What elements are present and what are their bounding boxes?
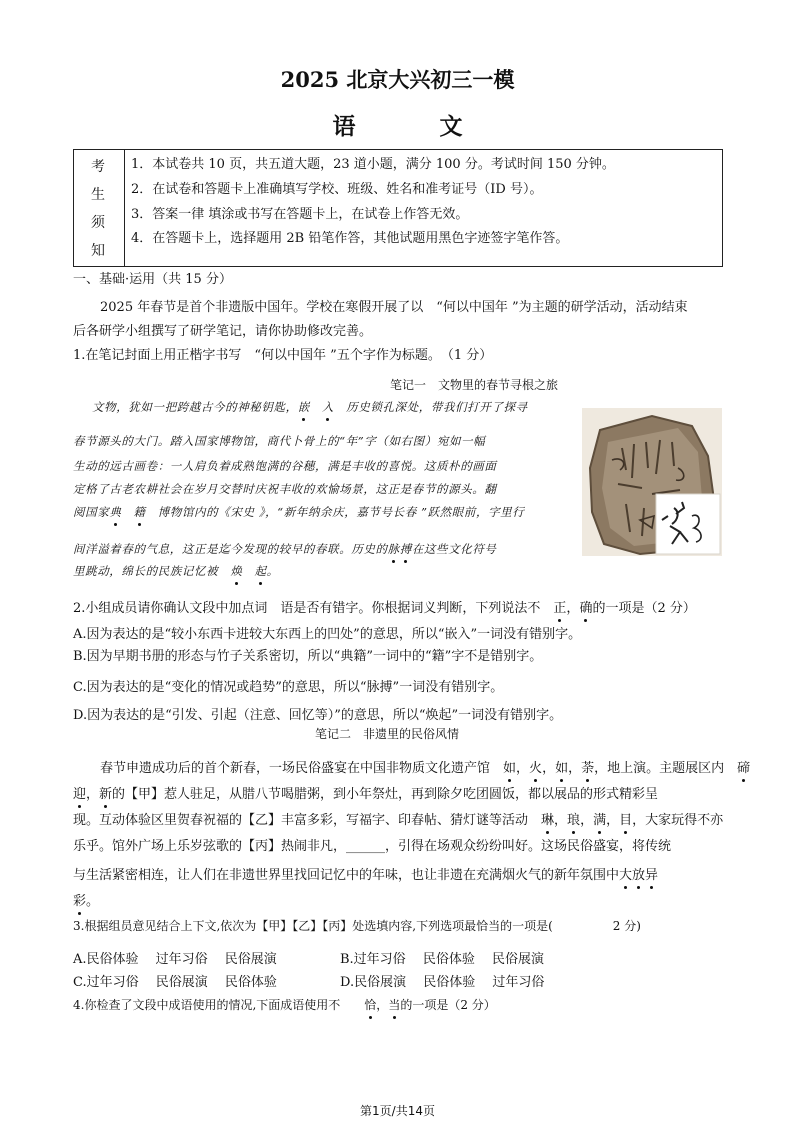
subject-title: 语 文 [332,113,501,140]
page-number: 第1页/共14页 [360,1104,435,1118]
note1-line: 间洋溢着春的气息，这正是迄今发现的较早的春联。历史的脉搏在这些文化符号 [73,542,497,556]
dotted-char: 当 [388,998,401,1012]
notice-item: 2．在试卷和答题卡上准确填写学校、班级、姓名和准考证号（ID 号）。 [131,182,543,197]
option-d: D.民俗展演 民俗体验 过年习俗 [340,975,545,990]
dotted-char: 脉 [387,542,400,556]
dotted-char: 目 [619,809,632,828]
option-a: A.因为表达的是“较小东西卡进较大东西上的凹处”的意思，所以“嵌入”一词没有错别字。 [73,627,582,642]
intro-line: 后各研学小组撰写了研学笔记，请你协助修改完善。 [73,324,373,339]
dotted-char: 异 [645,864,658,883]
dotted-char: 琳 [541,809,554,828]
oracle-bone-image [582,408,722,556]
notice-label [74,150,125,266]
note2-line: 彩。 [73,890,99,909]
dotted-char: 迎 [73,783,86,802]
dotted-char: 火 [529,757,542,776]
dotted-char: 荼 [581,757,594,776]
dotted-char: 恰 [364,998,377,1012]
dotted-char: 满 [593,809,606,828]
note1-line: 阅国家典 籍 博物馆内的《宋史 》，“新年纳余庆，嘉节号长春 ”跃然眼前，字里行 [73,505,525,519]
question-4-stem: 4.你检查了文段中成语使用的情况,下面成语使用不 恰，当的一项是（2 分） [73,998,496,1012]
dotted-char: 琅 [567,809,580,828]
option-a: A.民俗体验 过年习俗 民俗展演 [73,952,277,967]
note1-line: 文物，犹如一把跨越古今的神秘钥匙，嵌 入 历史锁孔深处，带我们打开了探寻 [92,400,528,414]
note2-line: 现。互动体验区里贺春祝福的【乙】丰富多彩，写福字、印春帖、猜灯谜等活动 琳，琅，满，目，大家玩得不亦 [73,809,723,828]
dotted-char: 入 [321,400,335,414]
note1-title: 笔记一 文物里的春节寻根之旅 [390,378,559,392]
dotted-char: 典 [109,505,122,519]
dotted-char: 新 [99,783,112,802]
notice-item: 1．本试卷共 10 页，共五道大题，23 道小题，满分 100 分。考试时间 150 分钟。 [131,157,615,172]
option-b: B.因为早期书册的形态与竹子关系密切，所以“典籍”一词中的“籍”字不是错别字。 [73,649,543,664]
dotted-char: 碲 [737,757,750,776]
exam-title: 2025 北京大兴初三一模 [280,67,515,92]
dotted-char: 大 [619,864,632,883]
option-b: B.过年习俗 民俗体验 民俗展演 [340,952,544,967]
dotted-char: 放 [632,864,645,883]
question-3-stem: 3.根据组员意见结合上下文,依次为【甲】【乙】【丙】处选填内容,下列选项最恰当的一项是( 2 分) [73,919,641,933]
dotted-char: 如 [503,757,516,776]
dotted-char: 搏 [399,542,412,556]
dotted-char: 焕 [230,564,243,578]
dotted-char: 确 [579,597,592,616]
dotted-char: 正 [553,597,566,616]
note2-line: 迎，新的【甲】惹人驻足，从腊八节喝腊粥，到小年祭灶，再到除夕吃团圆饭，都以展品的形式精彩呈 [73,783,658,802]
note2-title: 笔记二 非遗里的民俗风情 [315,727,460,741]
dotted-char: 起 [254,564,267,578]
option-c: C.过年习俗 民俗展演 民俗体验 [73,975,277,990]
note2-line: 春节申遗成功后的首个新春，一场民俗盛宴在中国非物质文化遗产馆 如，火，如，荼，地上演。主题展区内 碲 [100,757,750,776]
section-heading: 一、基础·运用（共 15 分） [73,272,232,287]
notice-label-char: 须 [91,215,105,231]
dotted-char: 如 [555,757,568,776]
exam-notice-box [73,149,723,267]
option-c: C.因为表达的是“变化的情况或趋势”的意思，所以“脉搏”一词没有错别字。 [73,680,504,695]
dotted-char: 嵌 [297,400,310,414]
note1-line: 定格了古老农耕社会在岁月交替时庆祝丰收的欢愉场景，这正是春节的源头。翻 [73,482,497,496]
note1-line: 春节源头的大门。踏入国家博物馆，商代卜骨上的“年”字（如右图）宛如一幅 [73,434,486,448]
notice-label-char: 知 [91,243,105,259]
dotted-char: 彩 [73,890,86,909]
oracle-bone-illustration [582,408,722,556]
option-d: D.因为表达的是“引发、引起（注意、回忆等）”的意思，所以“焕起”一词没有错别字。 [73,708,563,723]
notice-item: 3．答案一律 填涂或书写在答题卡上，在试卷上作答无效。 [131,207,469,222]
note2-line: 与生活紧密相连，让人们在非遗世界里找回记忆中的年味，也让非遗在充满烟火气的新年氛围中大放异 [73,864,658,883]
note2-line: 乐乎。馆外广场上乐岁弦歌的【丙】热闹非凡，______，引得在场观众纷纷叫好。这场民俗盛宴，将传统 [73,839,672,854]
notice-label-char: 考 [91,159,105,175]
note1-line: 生动的远古画卷：一人肩负着成熟饱满的谷穗，满是丰收的喜悦。这质朴的画面 [73,459,497,473]
notice-label-char: 生 [91,187,105,203]
question-1: 1.在笔记封面上用正楷字书写 “何以中国年 ”五个字作为标题。 （1 分） [73,348,493,363]
notice-item: 4．在答题卡上，选择题用 2B 铅笔作答，其他试题用黑色字迹签字笔作答。 [131,231,569,246]
note1-line: 里跳动，绵长的民族记忆被 焕 起。 [73,564,279,578]
dotted-char: 籍 [133,505,146,519]
intro-line: 2025 年春节是首个非遗版中国年。学校在寒假开展了以 “何以中国年 ”为主题的研学活动，活动结束 [100,300,688,315]
question-2-stem: 2.小组成员请你确认文段中加点词 语是否有错字。你根据词义判断，下列说法不 正，确的一项是（2 分） [73,597,696,616]
